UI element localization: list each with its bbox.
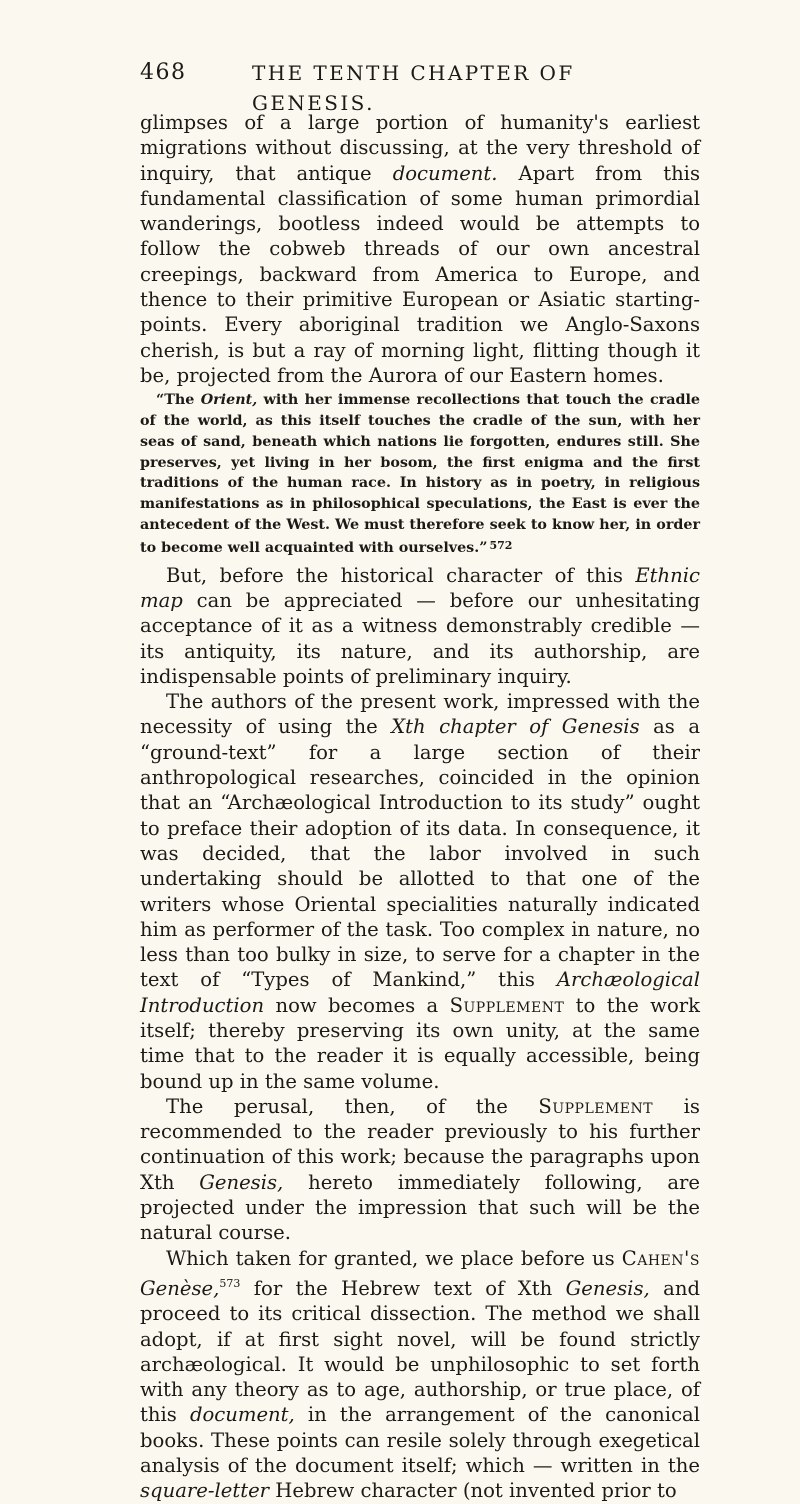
paragraph-perusal [140, 1094, 700, 1246]
text-run: for the Hebrew text of Xth [240, 1276, 566, 1300]
body-text [140, 110, 700, 1504]
text-run: in the arrangement of the canonical books. These points can resile solely through exegetical analysis of the document itself; which — written in the [140, 1403, 700, 1478]
text-run: and proceed to its critical dissection. The method we shall adopt, if at first sight novel, will be found strictly archæological. It would be unphilosophic to set forth with any theory as to age, authorship, or true place, of this [140, 1276, 700, 1427]
running-title: THE TENTH CHAPTER OF GENESIS. [252, 61, 575, 115]
text-run: is recommended to the reader previously to his further continuation of this work; because the paragraphs upon Xth [140, 1094, 700, 1194]
text-run: as a “ground-text” for a large section of their anthropological researches, coincided in the opinion that an “Archæological Introduction to its study” ought to preface their adoption of its data. In consequence, it was decided, that the labor involved in such undertaking should be allotted to that one of the writers whose Oriental specialities naturally indicated him as performer of the task. Too complex in nature, no less than too bulky in size, to serve for a chapter in the text of “Types of Mankind,” this [140, 715, 700, 992]
footnote-reference: 573 [219, 1276, 241, 1290]
text-run: glimpses of a large portion of humanity's earliest migrations without discussing, at the very threshold of inquiry, that antique [140, 111, 700, 185]
italic-run: square-letter [140, 1479, 270, 1503]
footnote-reference: 572 [489, 538, 513, 552]
text-run: The perusal, then, of the [166, 1094, 539, 1118]
italic-run: document, [189, 1403, 295, 1427]
paragraph-glimpses [140, 110, 700, 388]
italic-run: Ethnic map [140, 563, 700, 612]
paragraph-hebrew-text [140, 1246, 700, 1504]
text-run: Which taken for granted, we place before us [166, 1246, 622, 1270]
block-quote-orient [140, 390, 700, 558]
italic-run: Archæological Introduction [140, 968, 700, 1017]
paragraph-ethnic-map [140, 563, 700, 689]
italic-run: Genesis, [199, 1170, 284, 1194]
italic-run: document. [392, 161, 498, 185]
paragraph-authors [140, 689, 700, 1094]
italic-run: Xth chapter of Genesis [391, 715, 640, 739]
italic-run: Genèse, [140, 1276, 220, 1300]
small-caps-run: Cahen's [621, 1246, 700, 1270]
text-run: can be appreciated — before our unhesitating acceptance of it as a witness demonstrably credible — its antiquity, its nature, and its authorship, are indispensable points of preliminary inquiry. [140, 588, 700, 688]
text-run: Hebrew character (not invented prior to [269, 1479, 677, 1503]
small-caps-run: Supplement [538, 1094, 654, 1118]
text-run: now becomes a [264, 993, 450, 1017]
italic-run: Genesis, [565, 1276, 650, 1300]
text-run: to the work itself; thereby preserving its own unity, at the same time that to the reader it is equally accessible, being bound up in the same volume. [140, 993, 700, 1093]
small-caps-run: Supplement [449, 993, 565, 1017]
text-run: hereto immediately following, are projected under the impression that such will be the natural course. [140, 1170, 700, 1245]
text-run: “The [156, 392, 201, 409]
text-run: The authors of the present work, impressed with the necessity of using the [140, 690, 700, 739]
text-run: with her immense recollections that touch the cradle of the world, as this itself touches the cradle of the sun, with her seas of sand, beneath which nations lie forgotten, endures still. She preserves, yet living in her bosom, the first enigma and the first traditions of the human race. In history as in poetry, in religious manifestations as in philosophical speculations, the East is ever the antecedent of the West. We must therefore seek to know her, in order to become well acquainted with ourselves.” [140, 392, 700, 556]
text-run: Apart from this fundamental classification of some human primordial wanderings, bootless indeed would be attempts to follow the cobweb threads of our own ancestral creepings, backward from America to Europe, and thence to their primitive European or Asiatic starting-points. Every aboriginal tradition we Anglo-Saxons cherish, is but a ray of morning light, flitting though it be, projected from the Aurora of our Eastern homes. [140, 161, 701, 387]
page-number: 468 [140, 60, 187, 85]
text-run: But, before the historical character of this [166, 563, 636, 587]
italic-run: Orient, [200, 392, 258, 409]
